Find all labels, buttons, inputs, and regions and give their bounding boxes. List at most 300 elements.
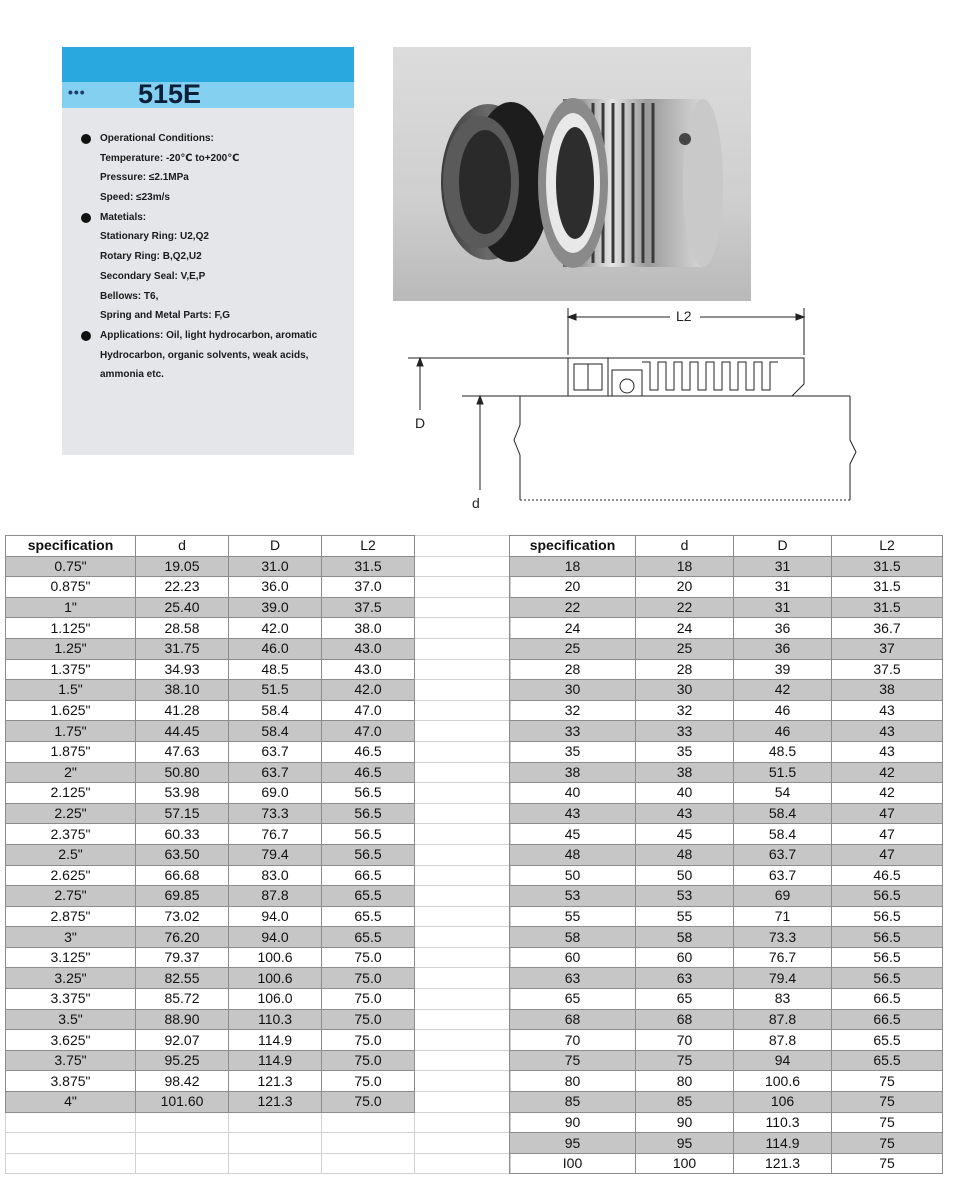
spacer-cell: [415, 680, 511, 701]
table-cell: 60: [510, 947, 636, 968]
column-header: d: [136, 536, 229, 557]
table-cell: 69: [734, 886, 832, 907]
table-cell: 80: [636, 1071, 734, 1092]
table-row: [510, 741, 943, 762]
table-cell: 48.5: [734, 741, 832, 762]
table-cell: 66.5: [322, 865, 415, 886]
table-cell: 100.6: [229, 947, 322, 968]
spacer-cell: [415, 659, 511, 680]
table-cell: 4": [6, 1092, 136, 1113]
empty-cell: [6, 1153, 136, 1174]
table-cell: 35: [510, 741, 636, 762]
spec-line: [81, 365, 351, 385]
table-row: [6, 556, 511, 577]
spec-line: [81, 188, 351, 208]
table-cell: 18: [510, 556, 636, 577]
spacer-cell: [415, 597, 511, 618]
table-row: [510, 1092, 943, 1113]
table-cell: 42: [832, 762, 943, 783]
spec-text: Rotary Ring: B,Q2,U2: [100, 251, 202, 263]
table-cell: 94.0: [229, 927, 322, 948]
spacer-cell: [415, 803, 511, 824]
table-cell: 43: [636, 803, 734, 824]
table-cell: 73.02: [136, 906, 229, 927]
table-cell: 2.125": [6, 783, 136, 804]
table-cell: 75: [832, 1092, 943, 1113]
table-cell: 100.6: [229, 968, 322, 989]
table-cell: 35: [636, 741, 734, 762]
table-row: [6, 762, 511, 783]
table-cell: 46.5: [322, 762, 415, 783]
table-row: [6, 844, 511, 865]
table-cell: 110.3: [734, 1112, 832, 1133]
table-cell: 53.98: [136, 783, 229, 804]
table-cell: 3.125": [6, 947, 136, 968]
table-cell: 83.0: [229, 865, 322, 886]
table-cell: 28: [510, 659, 636, 680]
table-cell: 3.375": [6, 989, 136, 1010]
table-cell: 75.0: [322, 1030, 415, 1051]
table-cell: 56.5: [832, 927, 943, 948]
empty-cell: [229, 1133, 322, 1154]
label-L2: L2: [676, 308, 692, 324]
header-bar-bottom: [62, 82, 354, 108]
table-cell: 75: [636, 1050, 734, 1071]
table-row: [6, 659, 511, 680]
table-cell: 98.42: [136, 1071, 229, 1092]
table-cell: 88.90: [136, 1009, 229, 1030]
table-row: [510, 597, 943, 618]
table-cell: 3.875": [6, 1071, 136, 1092]
table-cell: 87.8: [734, 1009, 832, 1030]
table-cell: 42: [832, 783, 943, 804]
table-cell: 94: [734, 1050, 832, 1071]
table-cell: 3.5": [6, 1009, 136, 1030]
table-cell: 76.20: [136, 927, 229, 948]
table-cell: 80: [510, 1071, 636, 1092]
table-row: [6, 1071, 511, 1092]
table-cell: 30: [510, 680, 636, 701]
table-cell: 33: [636, 721, 734, 742]
column-header: d: [636, 536, 734, 557]
spacer-cell: [415, 536, 511, 557]
table-row: [510, 638, 943, 659]
spec-line: [81, 227, 351, 247]
table-row: [6, 824, 511, 845]
table-cell: 25: [510, 638, 636, 659]
table-cell: 46.5: [832, 865, 943, 886]
table-cell: 94.0: [229, 906, 322, 927]
table-cell: 43: [832, 700, 943, 721]
spec-text: Bellows: T6,: [100, 290, 159, 302]
table-row: [6, 1009, 511, 1030]
column-header: L2: [322, 536, 415, 557]
table-cell: 1.125": [6, 618, 136, 639]
table-row: [510, 989, 943, 1010]
spec-line: [81, 208, 351, 228]
spacer-cell: [415, 906, 511, 927]
table-cell: 53: [636, 886, 734, 907]
table-cell: 41.28: [136, 700, 229, 721]
spec-text: Pressure: ≤2.1MPa: [100, 172, 189, 184]
table-cell: 58.4: [734, 824, 832, 845]
table-row: [6, 721, 511, 742]
table-cell: 114.9: [229, 1030, 322, 1051]
table-cell: 70: [636, 1030, 734, 1051]
bullet-icon: [81, 331, 91, 341]
table-cell: 47: [832, 824, 943, 845]
table-cell: 31.5: [832, 597, 943, 618]
table-cell: 106: [734, 1092, 832, 1113]
table-cell: 121.3: [229, 1092, 322, 1113]
table-row: [510, 618, 943, 639]
table-cell: 36: [734, 618, 832, 639]
table-cell: 63.7: [229, 741, 322, 762]
table-cell: 55: [636, 906, 734, 927]
spacer-cell: [415, 844, 511, 865]
table-cell: 34.93: [136, 659, 229, 680]
empty-cell: [6, 1133, 136, 1154]
table-cell: 2": [6, 762, 136, 783]
table-cell: 56.5: [322, 824, 415, 845]
table-row: [510, 968, 943, 989]
table-cell: 45: [510, 824, 636, 845]
table-cell: 56.5: [832, 906, 943, 927]
table-cell: 38: [832, 680, 943, 701]
table-cell: 36: [734, 638, 832, 659]
table-row: [6, 700, 511, 721]
table-cell: 31.75: [136, 638, 229, 659]
empty-cell: [322, 1153, 415, 1174]
metric-size-table: [509, 535, 943, 1174]
empty-cell: [136, 1112, 229, 1133]
table-cell: 22.23: [136, 577, 229, 598]
column-header: D: [229, 536, 322, 557]
table-cell: 56.5: [322, 783, 415, 804]
table-cell: 90: [636, 1112, 734, 1133]
spec-text: Speed: ≤23m/s: [100, 192, 170, 204]
table-row: [6, 1092, 511, 1113]
table-cell: 121.3: [229, 1071, 322, 1092]
table-cell: 3": [6, 927, 136, 948]
table-cell: 63: [510, 968, 636, 989]
table-cell: 31.5: [832, 577, 943, 598]
table-cell: 25.40: [136, 597, 229, 618]
table-cell: 63.7: [734, 865, 832, 886]
model-title: 515E: [138, 79, 202, 109]
bullet-icon: [81, 134, 91, 144]
table-cell: 75.0: [322, 968, 415, 989]
empty-cell: [6, 1112, 136, 1133]
table-row: [510, 1112, 943, 1133]
spacer-cell: [415, 618, 511, 639]
spacer-cell: [415, 947, 511, 968]
product-photo: [393, 47, 751, 301]
table-row: [510, 783, 943, 804]
table-cell: 58: [510, 927, 636, 948]
table-cell: 1.5": [6, 680, 136, 701]
table-cell: 20: [636, 577, 734, 598]
table-cell: 75.0: [322, 1050, 415, 1071]
table-cell: 44.45: [136, 721, 229, 742]
spec-list: [81, 129, 351, 385]
spacer-cell: [415, 927, 511, 948]
header-bar-top: [62, 47, 354, 82]
bullet-icon: [81, 213, 91, 223]
spec-line: [81, 267, 351, 287]
table-cell: 30: [636, 680, 734, 701]
table-header-row: [6, 536, 511, 557]
table-row: [510, 844, 943, 865]
table-row: [6, 1153, 511, 1174]
table-row: [6, 865, 511, 886]
table-cell: 2.375": [6, 824, 136, 845]
table-cell: 58.4: [229, 700, 322, 721]
table-header-row: [510, 536, 943, 557]
table-cell: 36.7: [832, 618, 943, 639]
product-info-panel: [62, 47, 354, 455]
table-cell: 43.0: [322, 638, 415, 659]
spec-line: [81, 247, 351, 267]
table-cell: 79.4: [229, 844, 322, 865]
table-cell: 43: [832, 741, 943, 762]
table-cell: 73.3: [229, 803, 322, 824]
spacer-cell: [415, 762, 511, 783]
table-cell: 2.625": [6, 865, 136, 886]
spacer-cell: [415, 1092, 511, 1113]
table-cell: 24: [510, 618, 636, 639]
table-cell: 24: [636, 618, 734, 639]
table-cell: 48.5: [229, 659, 322, 680]
spec-line: [81, 149, 351, 169]
table-row: [6, 783, 511, 804]
spacer-cell: [415, 824, 511, 845]
table-row: [6, 577, 511, 598]
table-row: [6, 680, 511, 701]
table-row: [510, 556, 943, 577]
table-cell: 3.75": [6, 1050, 136, 1071]
table-cell: 75: [832, 1112, 943, 1133]
spec-line: [81, 287, 351, 307]
table-cell: 63: [636, 968, 734, 989]
spec-text: Stationary Ring: U2,Q2: [100, 231, 209, 243]
table-cell: 75: [832, 1071, 943, 1092]
empty-cell: [322, 1133, 415, 1154]
spec-text: Hydrocarbon, organic solvents, weak acids,: [100, 349, 309, 361]
table-cell: 37: [832, 638, 943, 659]
table-cell: 100.6: [734, 1071, 832, 1092]
table-cell: 42: [734, 680, 832, 701]
table-cell: 37.5: [322, 597, 415, 618]
table-cell: 100: [636, 1153, 734, 1174]
table-cell: 75: [510, 1050, 636, 1071]
table-row: [510, 680, 943, 701]
table-row: [510, 1071, 943, 1092]
table-cell: 56.5: [322, 803, 415, 824]
table-cell: 101.60: [136, 1092, 229, 1113]
column-header: specification: [510, 536, 636, 557]
table-cell: 69.0: [229, 783, 322, 804]
table-cell: 31.5: [322, 556, 415, 577]
table-cell: 2.875": [6, 906, 136, 927]
column-header: D: [734, 536, 832, 557]
spec-line: [81, 129, 351, 149]
table-cell: 65: [510, 989, 636, 1010]
table-row: [510, 906, 943, 927]
table-row: [6, 618, 511, 639]
table-cell: 2.25": [6, 803, 136, 824]
table-cell: 31.0: [229, 556, 322, 577]
table-cell: 56.5: [832, 968, 943, 989]
table-row: [510, 762, 943, 783]
table-cell: 47.0: [322, 721, 415, 742]
table-cell: 95: [636, 1133, 734, 1154]
spacer-cell: [415, 741, 511, 762]
table-cell: 51.5: [734, 762, 832, 783]
table-cell: 47: [832, 803, 943, 824]
empty-cell: [229, 1112, 322, 1133]
spacer-cell: [415, 1153, 511, 1174]
table-cell: 56.5: [322, 844, 415, 865]
table-cell: 54: [734, 783, 832, 804]
spec-text: Temperature: -20℃ to+200℃: [100, 152, 240, 164]
table-cell: 19.05: [136, 556, 229, 577]
table-row: [6, 1112, 511, 1133]
table-cell: 51.5: [229, 680, 322, 701]
empty-cell: [322, 1112, 415, 1133]
table-cell: 71: [734, 906, 832, 927]
spacer-cell: [415, 1071, 511, 1092]
spacer-cell: [415, 638, 511, 659]
table-cell: I00: [510, 1153, 636, 1174]
table-cell: 65.5: [832, 1030, 943, 1051]
table-row: [6, 968, 511, 989]
table-cell: 20: [510, 577, 636, 598]
spacer-cell: [415, 577, 511, 598]
table-cell: 42.0: [322, 680, 415, 701]
table-cell: 46: [734, 721, 832, 742]
table-cell: 33: [510, 721, 636, 742]
spec-text: Operational Conditions:: [100, 133, 214, 144]
spacer-cell: [415, 1030, 511, 1051]
table-row: [6, 803, 511, 824]
spacer-cell: [415, 1112, 511, 1133]
table-cell: 70: [510, 1030, 636, 1051]
table-cell: 65.5: [322, 927, 415, 948]
table-cell: 58.4: [734, 803, 832, 824]
table-row: [6, 1030, 511, 1051]
table-cell: 45: [636, 824, 734, 845]
table-cell: 56.5: [832, 886, 943, 907]
spacer-cell: [415, 1050, 511, 1071]
spec-text: Spring and Metal Parts: F,G: [100, 310, 231, 322]
table-cell: 40: [636, 783, 734, 804]
spacer-cell: [415, 783, 511, 804]
spec-text: Matetials:: [100, 211, 147, 223]
table-cell: 38: [510, 762, 636, 783]
table-cell: 31: [734, 597, 832, 618]
spec-text: Applications: Oil, light hydrocarbon, aromatic: [100, 329, 318, 341]
spacer-cell: [415, 989, 511, 1010]
table-cell: 1": [6, 597, 136, 618]
spacer-cell: [415, 556, 511, 577]
table-row: [510, 721, 943, 742]
table-cell: 40: [510, 783, 636, 804]
table-cell: 65: [636, 989, 734, 1010]
table-cell: 63.7: [734, 844, 832, 865]
table-row: [6, 1050, 511, 1071]
table-row: [510, 947, 943, 968]
table-row: [6, 927, 511, 948]
table-cell: 36.0: [229, 577, 322, 598]
table-cell: 63.7: [229, 762, 322, 783]
table-cell: 42.0: [229, 618, 322, 639]
table-cell: 66.5: [832, 989, 943, 1010]
table-cell: 48: [636, 844, 734, 865]
empty-cell: [136, 1133, 229, 1154]
table-cell: 90: [510, 1112, 636, 1133]
table-cell: 95.25: [136, 1050, 229, 1071]
table-cell: 32: [636, 700, 734, 721]
table-cell: 43: [510, 803, 636, 824]
table-cell: 50.80: [136, 762, 229, 783]
table-cell: 69.85: [136, 886, 229, 907]
header-dots: •••: [68, 84, 86, 100]
table-row: [510, 1153, 943, 1174]
table-cell: 48: [510, 844, 636, 865]
table-cell: 66.68: [136, 865, 229, 886]
table-cell: 114.9: [734, 1133, 832, 1154]
table-cell: 55: [510, 906, 636, 927]
table-cell: 31.5: [832, 556, 943, 577]
seal-dimension-drawing: [400, 300, 870, 516]
table-cell: 65.5: [832, 1050, 943, 1071]
table-row: [510, 1030, 943, 1051]
table-cell: 79.37: [136, 947, 229, 968]
table-cell: 75.0: [322, 1009, 415, 1030]
table-cell: 1.875": [6, 741, 136, 762]
spacer-cell: [415, 865, 511, 886]
table-cell: 53: [510, 886, 636, 907]
table-cell: 28.58: [136, 618, 229, 639]
table-row: [6, 597, 511, 618]
table-cell: 106.0: [229, 989, 322, 1010]
spec-line: [81, 306, 351, 326]
table-row: [6, 741, 511, 762]
table-cell: 46.5: [322, 741, 415, 762]
table-cell: 92.07: [136, 1030, 229, 1051]
table-cell: 76.7: [734, 947, 832, 968]
label-d: d: [472, 495, 480, 511]
table-cell: 68: [636, 1009, 734, 1030]
table-row: [6, 1133, 511, 1154]
table-cell: 58: [636, 927, 734, 948]
imperial-size-table: [5, 535, 511, 1174]
spec-text: ammonia etc.: [100, 369, 164, 381]
table-cell: 2.75": [6, 886, 136, 907]
column-header: L2: [832, 536, 943, 557]
table-cell: 31: [734, 577, 832, 598]
table-row: [6, 906, 511, 927]
table-cell: 0.875": [6, 577, 136, 598]
spec-line: [81, 346, 351, 366]
table-cell: 25: [636, 638, 734, 659]
table-cell: 2.5": [6, 844, 136, 865]
table-cell: 38.10: [136, 680, 229, 701]
spacer-cell: [415, 1009, 511, 1030]
table-row: [510, 1133, 943, 1154]
table-cell: 50: [636, 865, 734, 886]
